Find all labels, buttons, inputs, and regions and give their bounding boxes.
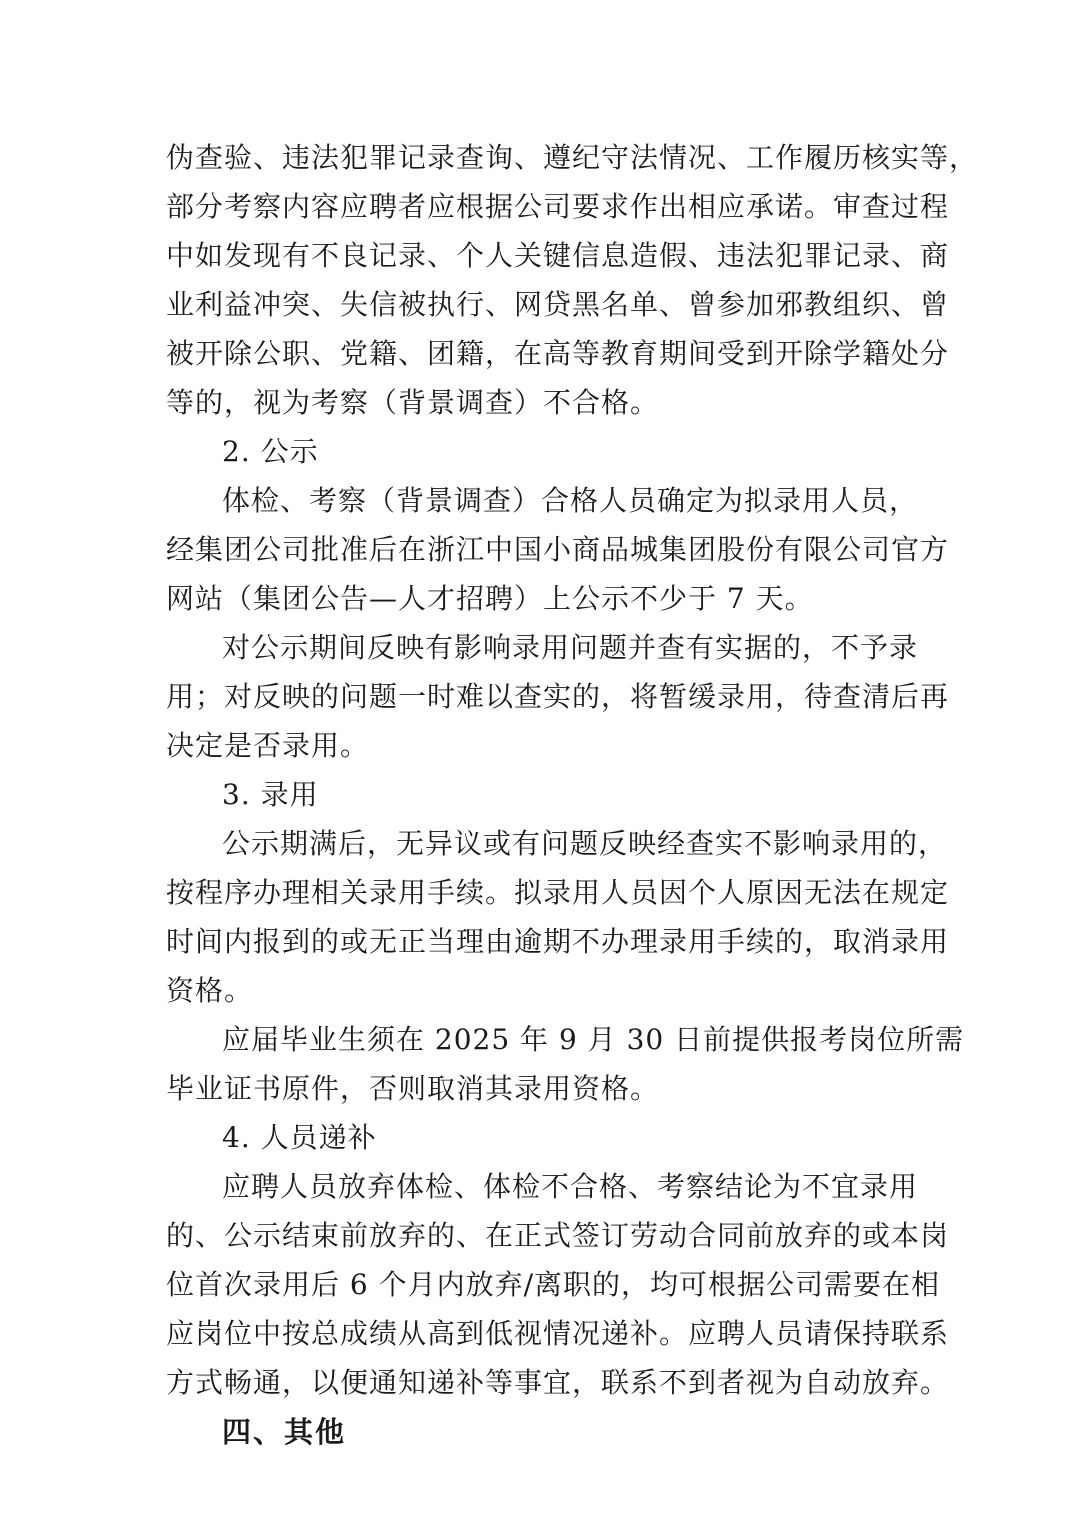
paragraph-1-line-4: 业利益冲突、失信被执行、网贷黑名单、曾参加邪教组织、曾: [166, 288, 950, 321]
paragraph-4-line-3: 时间内报到的或无正当理由逾期不办理录用手续的，取消录用: [166, 925, 950, 958]
paragraph-1-line-6: 等的，视为考察（背景调查）不合格。: [166, 386, 660, 419]
paragraph-6-line-1: 应聘人员放弃体检、体检不合格、考察结论为不宜录用: [222, 1170, 919, 1203]
paragraph-4-line-2: 按程序办理相关录用手续。拟录用人员因个人原因无法在规定: [166, 876, 950, 909]
paragraph-2-line-1: 体检、考察（背景调查）合格人员确定为拟录用人员，: [222, 484, 919, 517]
paragraph-6-line-2: 的、公示结束前放弃的、在正式签订劳动合同前放弃的或本岗: [166, 1219, 950, 1252]
paragraph-1-line-2: 部分考察内容应聘者应根据公司要求作出相应承诺。审查过程: [166, 190, 950, 223]
paragraph-2-line-2: 经集团公司批准后在浙江中国小商品城集团股份有限公司官方: [166, 533, 950, 566]
paragraph-5-line-1: 应届毕业生须在 2025 年 9 月 30 日前提供报考岗位所需: [222, 1023, 965, 1056]
paragraph-2-line-3: 网站（集团公告—人才招聘）上公示不少于 7 天。: [166, 582, 814, 615]
paragraph-1-line-5: 被开除公职、党籍、团籍，在高等教育期间受到开除学籍处分: [166, 337, 950, 370]
paragraph-3-line-1: 对公示期间反映有影响录用问题并查有实据的，不予录: [222, 631, 919, 664]
paragraph-5-line-2: 毕业证书原件，否则取消其录用资格。: [166, 1072, 660, 1105]
subheading-employment: 3. 录用: [222, 778, 319, 811]
paragraph-3-line-3: 决定是否录用。: [166, 729, 370, 762]
paragraph-6-line-4: 应岗位中按总成绩从高到低视情况递补。应聘人员请保持联系: [166, 1317, 950, 1350]
subheading-publicity: 2. 公示: [222, 435, 319, 468]
paragraph-3-line-2: 用；对反映的问题一时难以查实的，将暂缓录用，待查清后再: [166, 680, 950, 713]
paragraph-6-line-5: 方式畅通，以便通知递补等事宜，联系不到者视为自动放弃。: [166, 1366, 950, 1399]
paragraph-4-line-1: 公示期满后，无异议或有问题反映经查实不影响录用的，: [222, 827, 948, 860]
paragraph-4-line-4: 资格。: [166, 974, 254, 1007]
paragraph-1-line-1: 伪查验、违法犯罪记录查询、遵纪守法情况、工作履历核实等，: [166, 141, 979, 174]
paragraph-6-line-3: 位首次录用后 6 个月内放弃/离职的，均可根据公司需要在相: [166, 1268, 941, 1301]
section-heading-other: 四、其他: [222, 1415, 347, 1449]
paragraph-1-line-3: 中如发现有不良记录、个人关键信息造假、违法犯罪记录、商: [166, 239, 950, 272]
subheading-replacement: 4. 人员递补: [222, 1121, 377, 1154]
